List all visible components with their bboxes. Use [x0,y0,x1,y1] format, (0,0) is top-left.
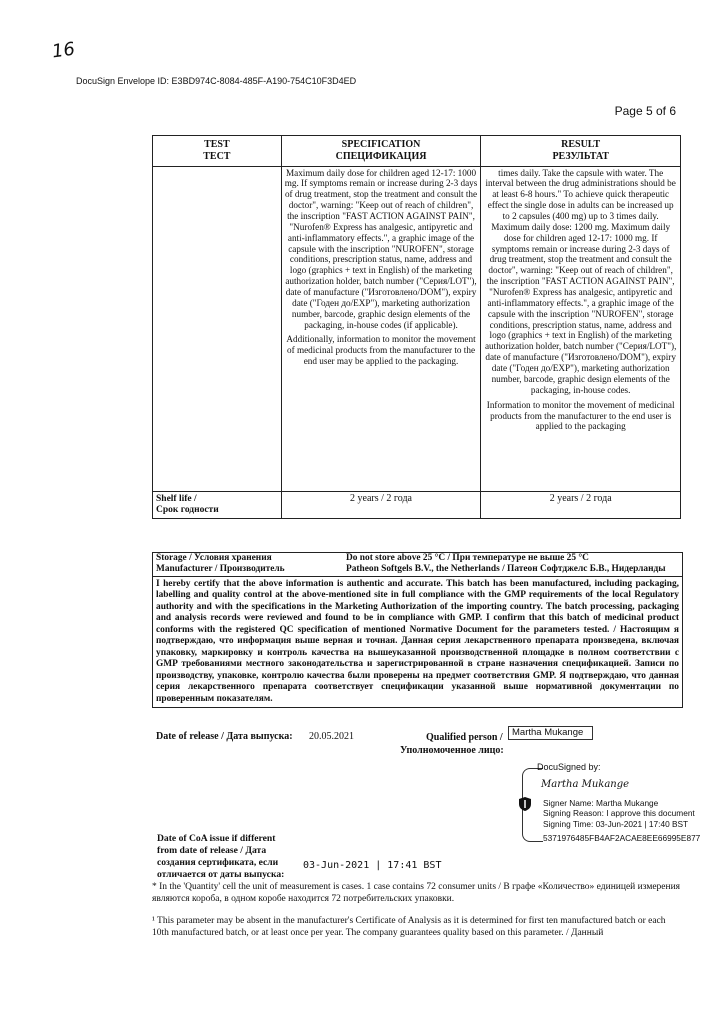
labelling-result-cell [481,166,681,491]
signing-time: Signing Time: 03-Jun-2021 | 17:40 BST [543,818,689,829]
docusign-signer-info [543,798,695,829]
manufacturer-row [153,564,682,575]
quantity-footnote: * In the 'Quantity' cell the unit of measurement is cases. 1 case contains 72 consumer units / В графе «Количество» единицей измерения являются короба, в одном коробе находится 72 потребительских упаковки. [152,882,681,904]
result-paragraph: Information to monitor the movement of medicinal products from the manufacturer to the end user is applied to the packaging [486,399,675,432]
manufacturer-value: Patheon Softgels B.V., the Netherlands / Патеон Софтджелс Б.В., Нидерланды [346,564,666,575]
header-result [481,136,681,167]
shelf-life-label [153,491,282,518]
spec-paragraph: Maximum daily dose for children aged 12-17: 1000 mg. If symptoms remain or increase during 2-3 days of drug treatment, stop the treatment and consult the doctor", warning: "Keep out of reach of children", the inscription "FAST ACTION AGAINST PAIN", "Nurofen® Express has analgesic, antipyretic and anti-inflammatory effects.", a graphic image of the capsule with the inscription "NUROFEN", storage conditions, prescription status, name, address and logo (graphics + text in English) of the marketing authorization holder, batch number ("Серия/LOT"), date of manufacture ("Изготовлено/DOM"), expiry date ("Годен до/EXP"), marketing authorization number, barcode, graphic design elements of the packaging, in-house codes (if applicable). [284,167,478,330]
storage-value: Do not store above 25 °C / При температуре не выше 25 °C [346,553,589,563]
table-header-row [153,136,681,167]
coa-issue-date: 03-Jun-2021 | 17:41 BST [303,860,442,871]
certification-statement: I hereby certify that the above information is authentic and accurate. This batch has been manufactured, including packaging, labelling and quality control at the above-mentioned site in full compliance with the GMP requirements of the local Regulatory authority and with the specifications in the Marketing Authorization of the importing country. The batch processing, packaging and analysis records were reviewed and found to be in compliance with GMP. I confirm that this batch of medicinal product conforms with the registered QC specification of mentioned Normative Document for the parameters tested. / Настоящим я подтверждаю, что информация выше верная и точная. Данная серия лекарственного препарата произведена, включая упаковку, маркировку и контроль качества на вышеуказанной производственной площадке в полном соответствии с GMP требованиями местного законодательства и зарегистрированной в стране назначения спецификацией. Записи по производству, упаковке, контролю качества были проверены на предмет соответствия GMP. Я подтверждаю, что данная серия лекарственного препарата соответствует спецификации указанной выше нормативной документации по проверенным показателям. [153,576,682,707]
shelf-life-label-en: Shelf life / [156,493,197,504]
release-date-value: 20.05.2021 [309,731,354,742]
shelf-life-label-ru: Срок годности [156,504,219,515]
qualified-person-name: Martha Mukange [508,726,593,740]
result-paragraph: times daily. Take the capsule with water. The interval between the drug administrations should be at least 6-8 hours." To achieve quick therapeutic effect the single dose in adults can be increased up to 2 capsules (400 mg) up to 3 times daily. Maximum daily dose: 1200 mg. Maximum daily dose for children aged 12-17: 1000 mg. If symptoms remain or increase during 2-3 days of drug treatment, stop the treatment and consult the doctor", warning: "Keep out of reach of children", the inscription "FAST ACTION AGAINST PAIN", "Nurofen® Express has analgesic, antipyretic and anti-inflammatory effects.", a graphic image of the capsule with the inscription "NUROFEN", storage conditions, prescription status, name, address and logo (graphics + text in English) of the marketing authorization holder, batch number ("Серия/LOT"), date of manufacture ("Изготовлено/DOM"), expiry date ("Годен до/EXP"), marketing authorization number, barcode, graphic design elements of the packaging, in-house codes. [484,167,677,395]
release-date-label: Date of release / Дата выпуска: [156,731,293,742]
page-number: Page 5 of 6 [614,104,676,118]
coa-issue-label: Date of CoA issue if different from date of release / Дата создания сертификата, если отличается от даты выпуска: [157,833,285,880]
docusign-envelope-id: DocuSign Envelope ID: E3BD974C-8084-485F-A190-754C10F3D4ED [76,76,357,86]
header-result-en: RESULT [561,139,601,150]
manufacturer-label: Manufacturer / Производитель [156,564,285,575]
docusign-header: DocuSigned by: [537,762,601,772]
storage-row [153,553,682,564]
header-test [153,136,282,167]
header-spec-en: SPECIFICATION [341,139,421,150]
labelling-row [153,166,681,491]
shelf-life-row [153,491,681,518]
handwritten-signature: Martha Mukange [541,779,630,790]
header-test-ru: ТЕСТ [203,150,231,162]
docusign-id: 5371976485FB4AF2ACAE8EE66995E877 [543,833,701,843]
signing-reason: Signing Reason: I approve this document [543,808,695,819]
qualified-person-label-ru: Уполномоченное лицо: [400,745,504,756]
storage-label: Storage / Условия хранения [156,553,272,563]
specification-table [152,135,681,519]
labelling-spec-cell [281,166,481,491]
header-result-ru: РЕЗУЛЬТАТ [552,150,609,162]
header-test-en: TEST [204,139,230,150]
parameter-footnote: ¹ This parameter may be absent in the manufacturer's Certificate of Analysis as it is determined for first ten manufactured batch or each 10th manufactured batch, or at least once per year. The company guarantees quality based on this parameter. / Данный [152,916,666,939]
spec-paragraph: Additionally, information to monitor the movement of medicinal products from the manufacturer to the end user may be applied to the packaging. [286,334,476,367]
signer-name: Signer Name: Martha Mukange [543,798,659,808]
qualified-person-label: Qualified person / [426,732,503,743]
shelf-life-result: 2 years / 2 года [481,491,681,518]
handwritten-page-mark: 16 [50,38,77,63]
shelf-life-spec: 2 years / 2 года [281,491,481,518]
labelling-test-cell [153,166,282,491]
shield-icon [519,797,531,815]
certification-block [152,552,683,708]
header-specification [281,136,481,167]
header-spec-ru: СПЕЦИФИКАЦИЯ [335,150,427,162]
